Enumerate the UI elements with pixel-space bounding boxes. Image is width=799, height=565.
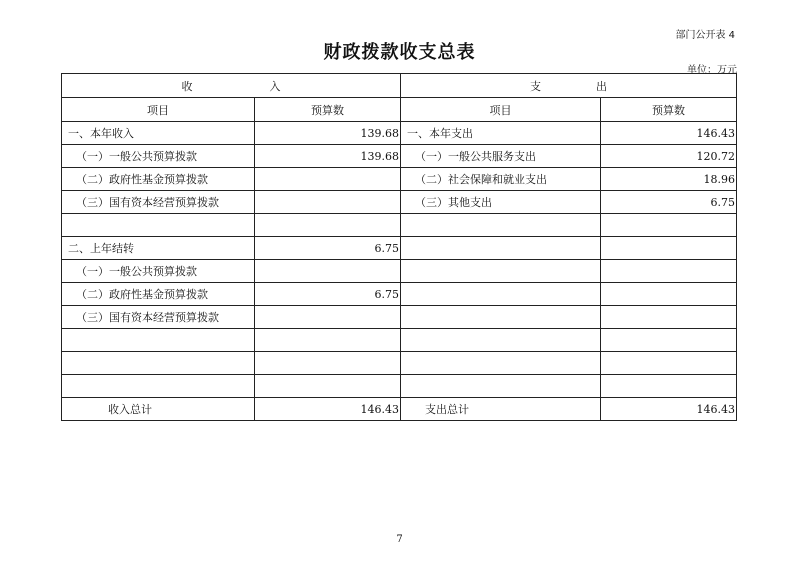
expense-item-cell: （二）社会保障和就业支出	[401, 168, 601, 191]
income-value-cell	[255, 375, 401, 398]
income-value-cell	[255, 306, 401, 329]
table-row	[62, 283, 737, 306]
income-value-cell: 6.75	[255, 237, 401, 260]
totals-row	[62, 398, 737, 421]
table-row	[62, 260, 737, 283]
expense-item-cell	[401, 329, 601, 352]
expense-item-cell	[401, 375, 601, 398]
income-value-cell	[255, 191, 401, 214]
expense-item-cell: 一、本年支出	[401, 122, 601, 145]
table-row	[62, 214, 737, 237]
income-item-cell: （三）国有资本经营预算拨款	[62, 191, 255, 214]
table-row	[62, 191, 737, 214]
expense-value-cell: 146.43	[601, 122, 737, 145]
expense-item-cell: （一）一般公共服务支出	[401, 145, 601, 168]
income-item-cell: （二）政府性基金预算拨款	[62, 168, 255, 191]
header-row-columns	[62, 98, 737, 122]
income-item-cell	[62, 352, 255, 375]
expense-value-cell: 120.72	[601, 145, 737, 168]
expense-value-cell	[601, 352, 737, 375]
expense-total-value: 146.43	[601, 398, 737, 421]
page-title: 财政拨款收支总表	[323, 42, 476, 63]
income-item-cell: （一）一般公共预算拨款	[62, 260, 255, 283]
expense-total-label: 支出总计	[401, 398, 601, 421]
expense-item-header: 项目	[401, 98, 601, 122]
table-row	[62, 145, 737, 168]
expense-value-cell	[601, 260, 737, 283]
expense-value-cell	[601, 375, 737, 398]
income-value-cell	[255, 260, 401, 283]
income-item-header: 项目	[62, 98, 255, 122]
income-item-cell	[62, 329, 255, 352]
expense-item-cell: （三）其他支出	[401, 191, 601, 214]
expense-section-header: 支 出	[401, 74, 737, 98]
income-section-header: 收 入	[62, 74, 401, 98]
expense-value-cell	[601, 306, 737, 329]
expense-value-cell	[601, 329, 737, 352]
income-value-cell	[255, 168, 401, 191]
expense-value-cell: 18.96	[601, 168, 737, 191]
header-row-sections	[62, 74, 737, 98]
income-value-cell	[255, 329, 401, 352]
expense-item-cell	[401, 237, 601, 260]
income-item-cell: 一、本年收入	[62, 122, 255, 145]
expense-value-cell	[601, 237, 737, 260]
income-value-cell	[255, 214, 401, 237]
income-value-cell: 139.68	[255, 122, 401, 145]
expense-item-cell	[401, 214, 601, 237]
table-row	[62, 306, 737, 329]
expense-item-cell	[401, 306, 601, 329]
unit-label: 单位：万元	[687, 65, 737, 76]
expense-item-cell	[401, 352, 601, 375]
table-row	[62, 168, 737, 191]
table-row	[62, 329, 737, 352]
income-item-cell: 二、上年结转	[62, 237, 255, 260]
income-item-cell: （三）国有资本经营预算拨款	[62, 306, 255, 329]
expense-value-cell	[601, 283, 737, 306]
income-total-label: 收入总计	[62, 398, 255, 421]
page-number: 7	[396, 534, 403, 545]
table-row	[62, 352, 737, 375]
expense-item-cell	[401, 283, 601, 306]
income-item-cell	[62, 375, 255, 398]
table-row	[62, 122, 737, 145]
expense-budget-header: 预算数	[601, 98, 737, 122]
income-value-cell: 139.68	[255, 145, 401, 168]
income-item-cell: （二）政府性基金预算拨款	[62, 283, 255, 306]
income-total-value: 146.43	[255, 398, 401, 421]
income-budget-header: 预算数	[255, 98, 401, 122]
table-number-label: 部门公开表 4	[675, 30, 735, 41]
income-value-cell	[255, 352, 401, 375]
income-item-cell	[62, 214, 255, 237]
table-row	[62, 375, 737, 398]
income-item-cell: （一）一般公共预算拨款	[62, 145, 255, 168]
expense-item-cell	[401, 260, 601, 283]
expense-value-cell	[601, 214, 737, 237]
table-row	[62, 237, 737, 260]
expense-value-cell: 6.75	[601, 191, 737, 214]
income-value-cell: 6.75	[255, 283, 401, 306]
budget-table	[61, 73, 737, 421]
